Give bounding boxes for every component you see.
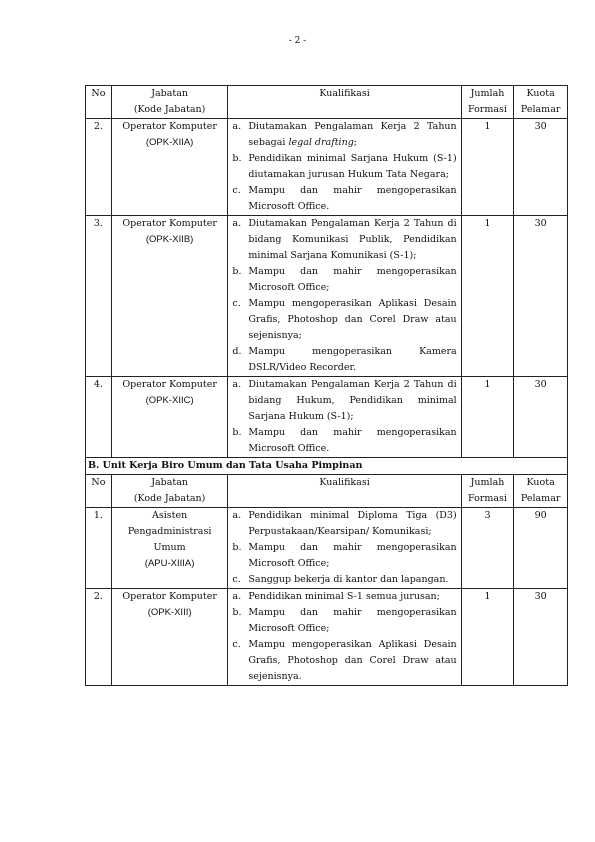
item-marker: a. xyxy=(232,379,242,390)
header-formasi-label: Formasi xyxy=(468,104,507,115)
item-marker: b. xyxy=(232,266,242,277)
qualification-item xyxy=(230,296,458,344)
jabatan-name: Operator Komputer xyxy=(122,591,217,602)
item-text-end: ; xyxy=(353,137,357,148)
item-text xyxy=(248,540,458,572)
table-row xyxy=(86,377,568,458)
kualifikasi-cell xyxy=(228,589,461,686)
item-text-main: Diutamakan Pengalaman Kerja 2 Tahun di bidang Komunikasi Publik, Pendidikan minimal Sarjana Komunikasi (S-1); xyxy=(248,218,457,261)
item-marker: b. xyxy=(232,153,242,164)
item-marker: c. xyxy=(232,185,241,196)
qualification-list xyxy=(230,589,458,685)
item-marker: d. xyxy=(232,346,242,357)
item-text xyxy=(248,119,458,151)
header-no: No xyxy=(86,475,112,508)
header-kode-jabatan-label: (Kode Jabatan) xyxy=(133,104,206,115)
jabatan-name: Operator Komputer xyxy=(122,379,217,390)
qualification-item xyxy=(230,605,458,637)
header-jabatan-label: Jabatan xyxy=(151,88,189,99)
header-pelamar-label: Pelamar xyxy=(520,493,561,504)
row-number: 4. xyxy=(86,377,112,458)
jabatan-code: (APU-XIIIA) xyxy=(144,558,195,569)
jabatan-code: (OPK-XIIC) xyxy=(145,395,194,406)
qualification-list xyxy=(230,216,458,376)
item-text-main: Diutamakan Pengalaman Kerja 2 Tahun di bidang Hukum, Pendidikan minimal Sarjana Hukum (S-1); xyxy=(248,379,457,422)
row-number: 1. xyxy=(86,508,112,589)
item-text-main: Diutamakan Pengalaman Kerja 2 Tahun sebagai xyxy=(248,121,457,148)
header-formasi-label: Formasi xyxy=(468,493,507,504)
qualification-item xyxy=(230,119,458,151)
header-jumlah-formasi xyxy=(461,475,514,508)
header-jumlah-label: Jumlah xyxy=(470,477,505,488)
qualification-item xyxy=(230,425,458,457)
item-text xyxy=(248,377,458,425)
jumlah-formasi-cell: 1 xyxy=(461,589,514,686)
qualification-list xyxy=(230,508,458,588)
row-number: 2. xyxy=(86,589,112,686)
qualification-item xyxy=(230,540,458,572)
jabatan-cell xyxy=(111,216,228,377)
jabatan-name: Operator Komputer xyxy=(122,121,217,132)
jabatan-name: Asisten xyxy=(152,510,188,521)
header-jabatan-label: Jabatan xyxy=(151,477,189,488)
kuota-pelamar-cell: 30 xyxy=(514,216,568,377)
header-kuota-pelamar xyxy=(514,475,568,508)
qualification-item xyxy=(230,151,458,183)
header-no: No xyxy=(86,86,112,119)
item-text-main: Mampu dan mahir mengoperasikan Microsoft Office. xyxy=(248,427,457,454)
item-text xyxy=(248,425,458,457)
item-marker: c. xyxy=(232,639,241,650)
jabatan-name: Operator Komputer xyxy=(122,218,217,229)
item-marker: a. xyxy=(232,510,242,521)
item-marker: b. xyxy=(232,427,242,438)
qualification-table xyxy=(85,85,568,686)
jabatan-code: (OPK-XIIB) xyxy=(145,234,194,245)
kualifikasi-cell xyxy=(228,216,461,377)
section-b-row xyxy=(86,458,568,475)
row-number: 3. xyxy=(86,216,112,377)
item-text xyxy=(248,605,458,637)
item-marker: b. xyxy=(232,607,242,618)
jumlah-formasi-cell: 1 xyxy=(461,377,514,458)
table-row xyxy=(86,589,568,686)
table-row xyxy=(86,216,568,377)
header-pelamar-label: Pelamar xyxy=(520,104,561,115)
header-kuota-pelamar xyxy=(514,86,568,119)
item-text xyxy=(248,216,458,264)
qualification-item xyxy=(230,183,458,215)
header-jabatan xyxy=(111,475,228,508)
header-kuota-label: Kuota xyxy=(526,477,555,488)
item-text-main: Pendidikan minimal Sarjana Hukum (S-1) diutamakan jurusan Hukum Tata Negara; xyxy=(248,153,457,180)
header-jumlah-formasi xyxy=(461,86,514,119)
jabatan-cell xyxy=(111,508,228,589)
kualifikasi-cell xyxy=(228,119,461,216)
kualifikasi-cell xyxy=(228,508,461,589)
item-text-main: Mampu dan mahir mengoperasikan Microsoft Office; xyxy=(248,542,457,569)
section-b-title: B. Unit Kerja Biro Umum dan Tata Usaha Pimpinan xyxy=(86,458,568,475)
item-marker: b. xyxy=(232,542,242,553)
item-text-main: Pendidikan minimal Diploma Tiga (D3) Perpustakaan/Kearsipan/ Komunikasi; xyxy=(248,510,457,537)
page-number: - 2 - xyxy=(288,36,307,46)
jumlah-formasi-cell: 1 xyxy=(461,216,514,377)
qualification-item xyxy=(230,637,458,685)
item-text-main: Mampu mengoperasikan Kamera DSLR/Video Recorder. xyxy=(248,346,457,373)
jabatan-name: Pengadministrasi xyxy=(127,526,212,537)
item-text xyxy=(248,508,458,540)
table-row xyxy=(86,119,568,216)
jabatan-name: Umum xyxy=(153,542,186,553)
item-marker: c. xyxy=(232,298,241,309)
item-text xyxy=(248,183,458,215)
item-text-main: Sanggup bekerja di kantor dan lapangan. xyxy=(248,574,449,585)
kuota-pelamar-cell: 90 xyxy=(514,508,568,589)
jabatan-code: (OPK-XIIA) xyxy=(145,137,194,148)
item-text xyxy=(248,296,458,344)
kuota-pelamar-cell: 30 xyxy=(514,119,568,216)
item-marker: a. xyxy=(232,121,242,132)
header-kualifikasi: Kualifikasi xyxy=(228,475,461,508)
header-kualifikasi: Kualifikasi xyxy=(228,86,461,119)
item-text xyxy=(248,151,458,183)
jabatan-cell xyxy=(111,589,228,686)
qualification-item xyxy=(230,508,458,540)
item-text xyxy=(248,572,458,588)
header-jumlah-label: Jumlah xyxy=(470,88,505,99)
item-text-main: Mampu dan mahir mengoperasikan Microsoft Office. xyxy=(248,185,457,212)
item-text-main: Mampu mengoperasikan Aplikasi Desain Grafis, Photoshop dan Corel Draw atau sejenisnya; xyxy=(248,298,457,341)
jabatan-cell xyxy=(111,377,228,458)
qualification-item xyxy=(230,377,458,425)
qualification-item xyxy=(230,589,458,605)
qualification-item xyxy=(230,264,458,296)
header-jabatan xyxy=(111,86,228,119)
kualifikasi-cell xyxy=(228,377,461,458)
item-marker: c. xyxy=(232,574,241,585)
kuota-pelamar-cell: 30 xyxy=(514,377,568,458)
item-text xyxy=(248,589,458,605)
row-number: 2. xyxy=(86,119,112,216)
jabatan-code: (OPK-XIII) xyxy=(147,607,192,618)
qualification-list xyxy=(230,119,458,215)
qualification-item xyxy=(230,344,458,376)
item-marker: a. xyxy=(232,591,242,602)
item-text-italic: legal drafting xyxy=(288,137,354,148)
qualification-item xyxy=(230,216,458,264)
kuota-pelamar-cell: 30 xyxy=(514,589,568,686)
qualification-item xyxy=(230,572,458,588)
item-text-main: Mampu mengoperasikan Aplikasi Desain Grafis, Photoshop dan Corel Draw atau sejenisnya. xyxy=(248,639,457,682)
item-text xyxy=(248,344,458,376)
item-marker: a. xyxy=(232,218,242,229)
item-text-main: Pendidikan minimal S-1 semua jurusan; xyxy=(248,591,440,602)
item-text-main: Mampu dan mahir mengoperasikan Microsoft Office; xyxy=(248,266,457,293)
item-text-main: Mampu dan mahir mengoperasikan Microsoft Office; xyxy=(248,607,457,634)
item-text xyxy=(248,264,458,296)
table-header-row xyxy=(86,86,568,119)
table-header-row xyxy=(86,475,568,508)
header-kode-jabatan-label: (Kode Jabatan) xyxy=(133,493,206,504)
jabatan-cell xyxy=(111,119,228,216)
table-row xyxy=(86,508,568,589)
header-kuota-label: Kuota xyxy=(526,88,555,99)
item-text xyxy=(248,637,458,685)
qualification-list xyxy=(230,377,458,457)
jumlah-formasi-cell: 3 xyxy=(461,508,514,589)
jumlah-formasi-cell: 1 xyxy=(461,119,514,216)
